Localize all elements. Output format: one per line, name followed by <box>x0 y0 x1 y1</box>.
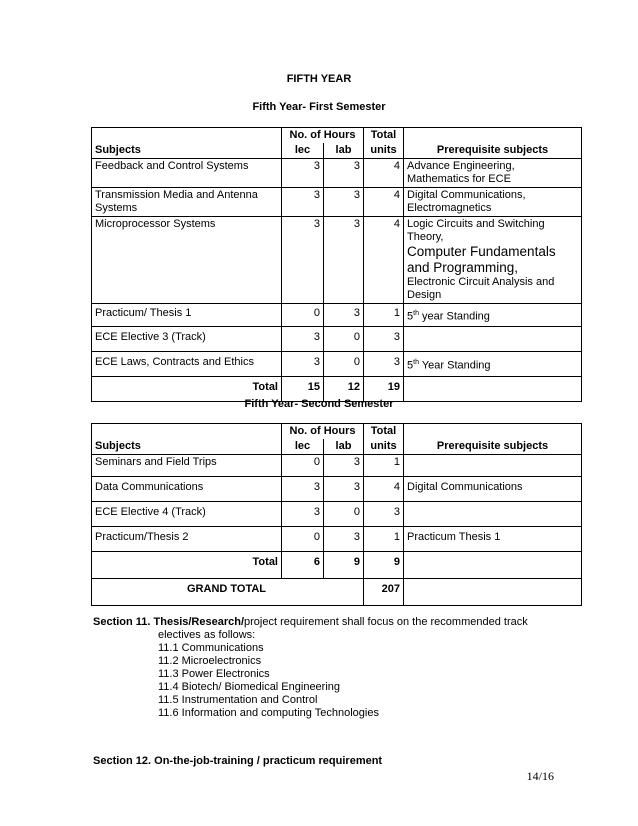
units-cell: 3 <box>364 502 404 527</box>
subject-cell: ECE Elective 4 (Track) <box>92 502 282 527</box>
lec-cell: 0 <box>282 304 324 327</box>
list-item: 11.2 Microelectronics <box>158 655 262 667</box>
grand-total-row <box>92 579 582 606</box>
prereq-cell <box>404 159 582 188</box>
subject-cell: Practicum/Thesis 2 <box>92 527 282 552</box>
section-11-line2: electives as follows: <box>158 629 256 641</box>
table-row <box>92 217 582 304</box>
prereq-cell: Digital Communications <box>404 477 582 502</box>
total-row <box>92 552 582 579</box>
prereq-line: Digital Communications, <box>407 189 526 201</box>
prereq-cell <box>404 352 582 377</box>
prereq-text: 5 <box>407 310 414 323</box>
page-title: FIFTH YEAR <box>286 73 352 85</box>
header-hours: No. of Hours <box>282 128 364 144</box>
prereq-cell <box>404 188 582 217</box>
prereq-cell: Practicum Thesis 1 <box>404 527 582 552</box>
header-total: Total <box>364 128 404 144</box>
list-item: 11.3 Power Electronics <box>158 668 270 680</box>
header-total: Total <box>364 424 404 440</box>
lab-cell: 0 <box>324 327 364 352</box>
lab-cell: 3 <box>324 455 364 477</box>
table-row <box>92 188 582 217</box>
prereq-cell <box>404 552 582 579</box>
lab-cell: 0 <box>324 352 364 377</box>
prereq-cell <box>404 217 582 304</box>
total-units: 9 <box>364 552 404 579</box>
lec-cell: 3 <box>282 159 324 188</box>
prereq-sup: th <box>413 359 419 366</box>
units-cell: 4 <box>364 477 404 502</box>
lab-cell: 0 <box>324 502 364 527</box>
section-11-rest: project requirement shall focus on the recommended track <box>244 616 528 628</box>
table-row <box>92 159 582 188</box>
units-cell: 1 <box>364 304 404 327</box>
header-units: units <box>364 143 404 159</box>
header-prereq: Prerequisite subjects <box>404 424 582 455</box>
lec-cell: 0 <box>282 527 324 552</box>
lab-cell: 3 <box>324 159 364 188</box>
grand-total-label: GRAND TOTAL <box>92 579 364 606</box>
prereq-line: Computer Fundamentals and Programming, <box>407 244 556 275</box>
lec-cell: 3 <box>282 188 324 217</box>
prereq-text: 5 <box>407 359 414 372</box>
prereq-text: Year Standing <box>418 359 491 372</box>
table-row <box>92 352 582 377</box>
total-lab: 9 <box>324 552 364 579</box>
subject-cell: Feedback and Control Systems <box>92 159 282 188</box>
table-row <box>92 502 582 527</box>
header-lab: lab <box>324 143 364 159</box>
subject-cell: ECE Elective 3 (Track) <box>92 327 282 352</box>
table-row <box>92 527 582 552</box>
prereq-cell <box>404 502 582 527</box>
sem2-table <box>91 423 582 606</box>
units-cell: 1 <box>364 455 404 477</box>
prereq-line: Advance Engineering, <box>407 160 515 172</box>
page-number: 14/16 <box>526 769 554 783</box>
prereq-line: Mathematics for ECE <box>407 173 511 185</box>
list-item: 11.5 Instrumentation and Control <box>158 694 318 706</box>
sem1-title: Fifth Year- First Semester <box>252 101 386 113</box>
units-cell: 4 <box>364 188 404 217</box>
subject-cell: ECE Laws, Contracts and Ethics <box>92 352 282 377</box>
table-row <box>92 477 582 502</box>
header-hours: No. of Hours <box>282 424 364 440</box>
total-label: Total <box>92 377 282 402</box>
header-lec: lec <box>282 439 324 455</box>
sem1-table <box>91 127 582 402</box>
subject-cell: Transmission Media and Antenna Systems <box>92 188 282 217</box>
subject-cell: Practicum/ Thesis 1 <box>92 304 282 327</box>
subject-cell: Seminars and Field Trips <box>92 455 282 477</box>
lab-cell: 3 <box>324 304 364 327</box>
units-cell: 3 <box>364 327 404 352</box>
lec-cell: 3 <box>282 502 324 527</box>
lec-cell: 3 <box>282 477 324 502</box>
total-label: Total <box>92 552 282 579</box>
list-item: 11.4 Biotech/ Biomedical Engineering <box>158 681 341 693</box>
lec-cell: 0 <box>282 455 324 477</box>
header-prereq: Prerequisite subjects <box>404 128 582 159</box>
prereq-text: year Standing <box>418 310 490 323</box>
total-lec: 6 <box>282 552 324 579</box>
lab-cell: 3 <box>324 477 364 502</box>
units-cell: 3 <box>364 352 404 377</box>
prereq-cell <box>404 579 582 606</box>
section-11-bold: Section 11. Thesis/Research/ <box>93 616 245 628</box>
lec-cell: 3 <box>282 217 324 304</box>
section-11-heading <box>93 616 528 629</box>
lab-cell: 3 <box>324 188 364 217</box>
prereq-sup: th <box>413 310 419 317</box>
units-cell: 4 <box>364 217 404 304</box>
lab-cell: 3 <box>324 217 364 304</box>
total-lab: 12 <box>324 377 364 402</box>
table-header-row <box>92 128 582 144</box>
header-lab: lab <box>324 439 364 455</box>
sem2-title: Fifth Year- Second Semester <box>244 398 394 410</box>
table-row <box>92 327 582 352</box>
header-units: units <box>364 439 404 455</box>
header-lec: lec <box>282 143 324 159</box>
prereq-line: Electromagnetics <box>407 202 492 214</box>
table-row <box>92 304 582 327</box>
units-cell: 4 <box>364 159 404 188</box>
list-item: 11.6 Information and computing Technologies <box>158 707 379 719</box>
header-subjects: Subjects <box>92 128 282 159</box>
section-11 <box>93 616 528 720</box>
list-item: 11.1 Communications <box>158 642 264 654</box>
units-cell: 1 <box>364 527 404 552</box>
prereq-cell <box>404 327 582 352</box>
total-lec: 15 <box>282 377 324 402</box>
total-units: 19 <box>364 377 404 402</box>
prereq-cell <box>404 455 582 477</box>
grand-total-units: 207 <box>364 579 404 606</box>
prereq-line: Electronic Circuit Analysis and Design <box>407 276 555 301</box>
prereq-line: Logic Circuits and Switching Theory, <box>407 218 545 243</box>
prereq-cell <box>404 304 582 327</box>
table-header-row <box>92 424 582 440</box>
table-row <box>92 455 582 477</box>
header-subjects: Subjects <box>92 424 282 455</box>
section-12-heading: Section 12. On-the-job-training / practicum requirement <box>93 755 383 767</box>
lec-cell: 3 <box>282 327 324 352</box>
subject-cell: Data Communications <box>92 477 282 502</box>
lab-cell: 3 <box>324 527 364 552</box>
subject-cell: Microprocessor Systems <box>92 217 282 304</box>
lec-cell: 3 <box>282 352 324 377</box>
